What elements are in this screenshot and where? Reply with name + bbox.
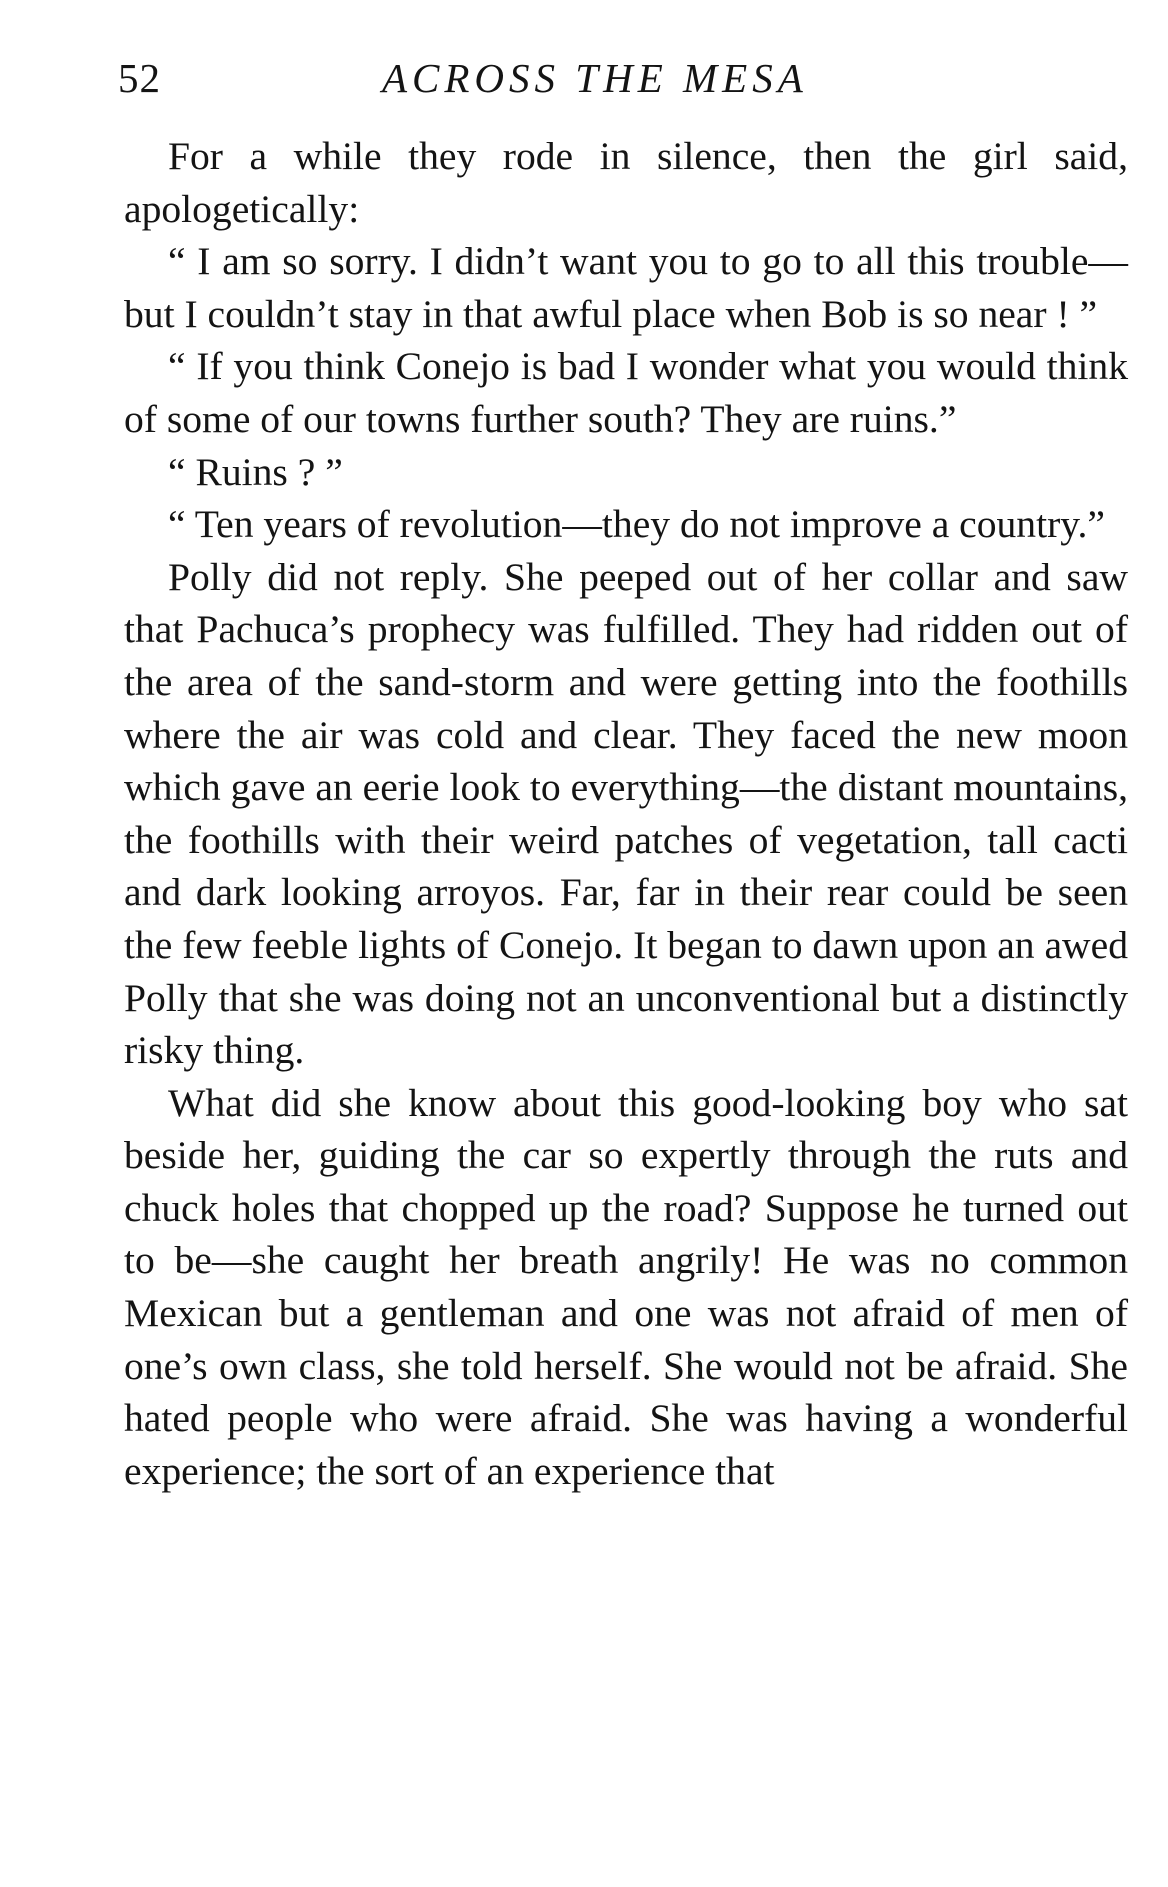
paragraph-7: What did she know about this good-looking boy who sat beside her, guiding the car so expertly through the ruts and chuck holes that chopped up the road? Suppose he turned out to be—she caught her breath angrily! He was no common Mexican but a gentleman and one was not afraid of men of one’s own class, she told herself. She would not be afraid. She hated people who were afraid. She was having a wonderful experience; the sort of an experience that (124, 1080, 1128, 1493)
paragraph-5: “ Ten years of revolution—they do not improve a country.” (168, 502, 1105, 547)
paragraph-2: “ I am so sorry. I didn’t want you to go to all this trouble—but I couldn’t stay in that awful place when Bob is so near ! ” (124, 239, 1128, 336)
paragraph-6: Polly did not reply. She peeped out of her collar and saw that Pachuca’s prophecy was fulfilled. They had ridden out of the area of the sand-storm and were getting into the foothills where the air was cold and clear. They faced the new moon which gave an eerie look to everything—the distant mountains, the foothills with their weird patches of vegetation, tall cacti and dark looking arroyos. Far, far in their rear could be seen the few feeble lights of Conejo. It began to dawn upon an awed Polly that she was doing not an unconventional but a distinctly risky thing. (124, 554, 1128, 1073)
page-number: 52 (118, 55, 161, 101)
body-text (124, 130, 1128, 1497)
paragraph-1: For a while they rode in silence, then the girl said, apologetically: (124, 134, 1128, 231)
book-title: ACROSS THE MESA (382, 55, 808, 101)
paragraph-3: “ If you think Conejo is bad I wonder what you would think of some of our towns further south? They are ruins.” (124, 344, 1128, 441)
running-head (118, 48, 1128, 108)
paragraph-4: “ Ruins ? ” (168, 449, 343, 494)
